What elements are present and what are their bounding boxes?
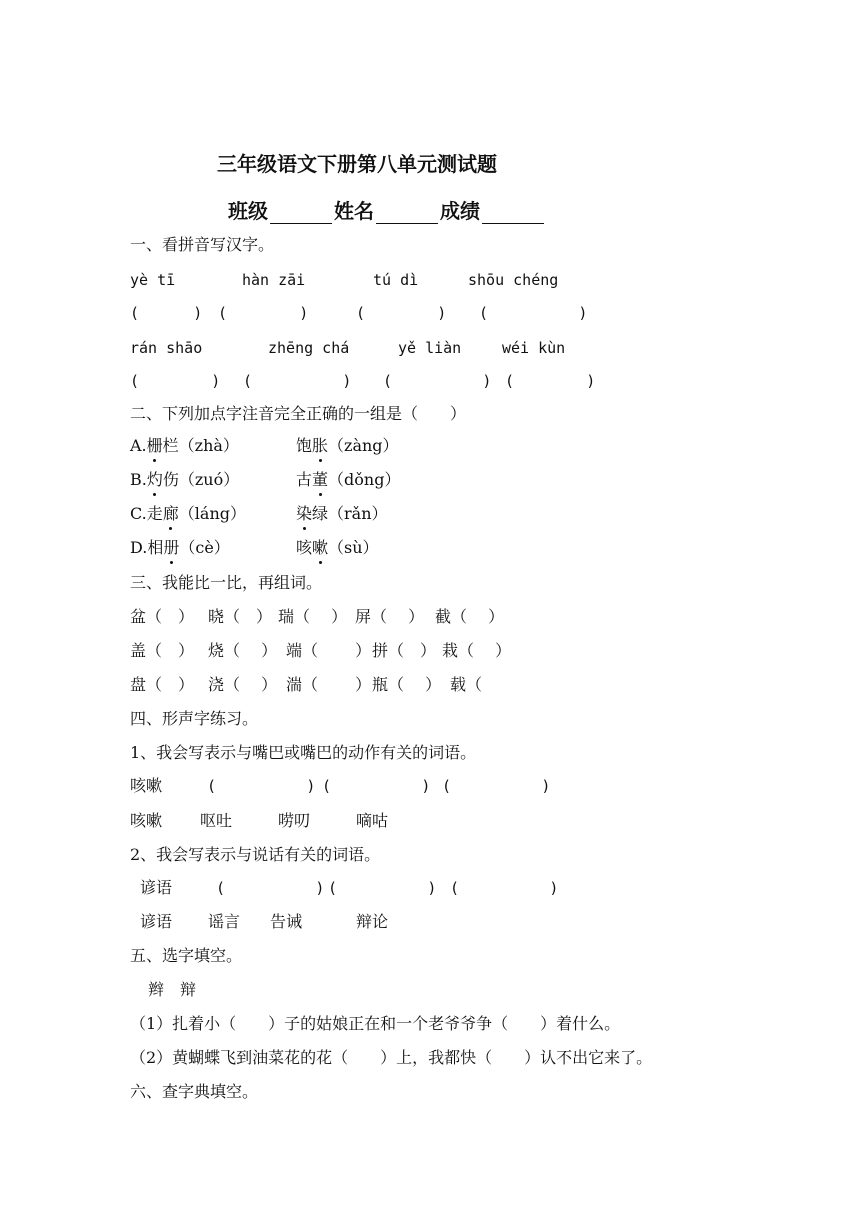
option-text: （sù） [328, 538, 379, 557]
option-text: A. [130, 436, 147, 455]
dotted-char: 廊 [162, 504, 179, 523]
option-text: （zàng） [328, 436, 399, 455]
compare-item[interactable]: 端（ ） [286, 641, 372, 660]
dotted-char: 董 [312, 470, 329, 489]
pinyin-item: yè tī [130, 271, 176, 289]
compare-item[interactable]: 晓（ ） [208, 607, 273, 626]
section-6-heading: 六、查字典填空。 [130, 1082, 259, 1101]
answer-word: 咳嗽 [130, 811, 163, 830]
name-label: 姓名 [334, 199, 374, 223]
fill-question-1[interactable]: （1）扎着小（ ）子的姑娘正在和一个老爷爷争（ ）着什么。 [130, 1014, 621, 1033]
pinyin-item: yě liàn [398, 339, 462, 357]
answer-bracket[interactable]: ( ) [207, 777, 316, 795]
compare-item[interactable]: 盘（ ） [130, 675, 195, 694]
dotted-char: 栅 [146, 436, 163, 455]
example-word: 谚语 [140, 878, 173, 897]
pinyin-item: shōu chéng [468, 271, 559, 289]
answer-bracket[interactable]: ( ) [450, 879, 559, 897]
option-text: （cè） [179, 538, 230, 557]
header-fields [228, 195, 546, 224]
pinyin-item: wéi kùn [502, 339, 566, 357]
compare-item[interactable]: 浇（ ） [208, 675, 278, 694]
option-a-second [296, 436, 399, 456]
section-1-heading: 一、看拼音写汉字。 [130, 235, 275, 254]
answer-bracket[interactable]: ( ) [505, 372, 596, 390]
option-b[interactable] [130, 470, 239, 490]
option-c-second [296, 504, 388, 524]
option-text: 伤（zuó） [162, 470, 240, 489]
compare-item[interactable]: 拼（ ） [372, 641, 437, 660]
compare-item[interactable]: 瓶（ ） [372, 675, 442, 694]
dotted-char: 胀 [312, 436, 329, 455]
page-title: 三年级语文下册第八单元测试题 [217, 152, 497, 176]
answer-word: 辩论 [356, 912, 389, 931]
option-text: （dǒng） [328, 470, 401, 489]
answer-bracket[interactable]: ( ) [218, 304, 309, 322]
answer-word: 告诫 [270, 912, 303, 931]
section-4-heading: 四、形声字练习。 [130, 709, 259, 728]
answer-word: 谣言 [208, 912, 241, 931]
option-d[interactable] [130, 538, 230, 558]
answer-word: 谚语 [140, 912, 173, 931]
answer-word: 嘀咕 [356, 811, 389, 830]
pinyin-item: tú dì [373, 271, 419, 289]
option-text: B. [130, 470, 147, 489]
option-b-second [296, 470, 400, 490]
pinyin-item: hàn zāi [242, 271, 306, 289]
answer-bracket[interactable]: ( ) [130, 372, 221, 390]
pinyin-item: zhēng chá [268, 339, 350, 357]
class-blank[interactable] [270, 205, 332, 224]
answer-bracket[interactable]: ( ) [216, 879, 325, 897]
score-blank[interactable] [482, 205, 544, 224]
compare-item[interactable]: 盖（ ） [130, 641, 195, 660]
compare-item[interactable]: 盆（ ） [130, 607, 195, 626]
dotted-char: 灼 [146, 470, 163, 489]
score-label: 成绩 [440, 199, 480, 223]
answer-bracket[interactable]: ( ) [356, 304, 447, 322]
option-text: （láng） [178, 504, 246, 523]
answer-bracket[interactable]: ( ) [130, 304, 203, 322]
answer-bracket[interactable]: ( ) [243, 372, 352, 390]
pinyin-item: rán shāo [130, 339, 203, 357]
option-text: 栏（zhà） [162, 436, 239, 455]
section-5-heading: 五、选字填空。 [130, 946, 243, 965]
option-text: 绿（rǎn） [312, 504, 388, 523]
option-c[interactable] [130, 504, 246, 524]
compare-item[interactable]: 烧（ ） [208, 641, 278, 660]
option-text: C.走 [130, 504, 163, 523]
compare-item[interactable]: 屏（ ） [355, 607, 425, 626]
dotted-char: 染 [296, 504, 313, 523]
answer-bracket[interactable]: ( ) [442, 777, 551, 795]
fill-question-2[interactable]: （2）黄蝴蝶飞到油菜花的花（ ）上，我都快（ ）认不出它来了。 [130, 1048, 653, 1067]
dotted-char: 册 [163, 538, 180, 557]
option-d-second [296, 538, 379, 558]
option-text: 咳 [296, 538, 313, 557]
compare-item[interactable]: 截（ ） [435, 607, 505, 626]
question-2: 2、我会写表示与说话有关的词语。 [130, 845, 381, 864]
option-text: 古 [296, 470, 313, 489]
answer-bracket[interactable]: ( ) [383, 372, 492, 390]
compare-item[interactable]: 载（ [450, 675, 483, 694]
name-blank[interactable] [376, 205, 438, 224]
section-3-heading: 三、我能比一比，再组词。 [130, 573, 323, 592]
answer-bracket[interactable]: ( ) [328, 879, 437, 897]
choice-chars: 辫 辩 [148, 980, 197, 999]
compare-item[interactable]: 瑞（ ） [278, 607, 348, 626]
option-a[interactable] [130, 436, 239, 456]
answer-word: 呕吐 [200, 811, 233, 830]
class-label: 班级 [228, 199, 268, 223]
example-word: 咳嗽 [130, 776, 163, 795]
answer-word: 唠叨 [278, 811, 311, 830]
option-text: D.相 [130, 538, 164, 557]
compare-item[interactable]: 栽（ ） [442, 641, 512, 660]
dotted-char: 嗽 [312, 538, 329, 557]
compare-item[interactable]: 湍（ ） [286, 675, 372, 694]
section-2-heading: 二、下列加点字注音完全正确的一组是（ ） [130, 404, 467, 423]
answer-bracket[interactable]: ( ) [479, 304, 588, 322]
answer-bracket[interactable]: ( ) [322, 777, 431, 795]
question-1: 1、我会写表示与嘴巴或嘴巴的动作有关的词语。 [130, 743, 477, 762]
option-text: 饱 [296, 436, 313, 455]
